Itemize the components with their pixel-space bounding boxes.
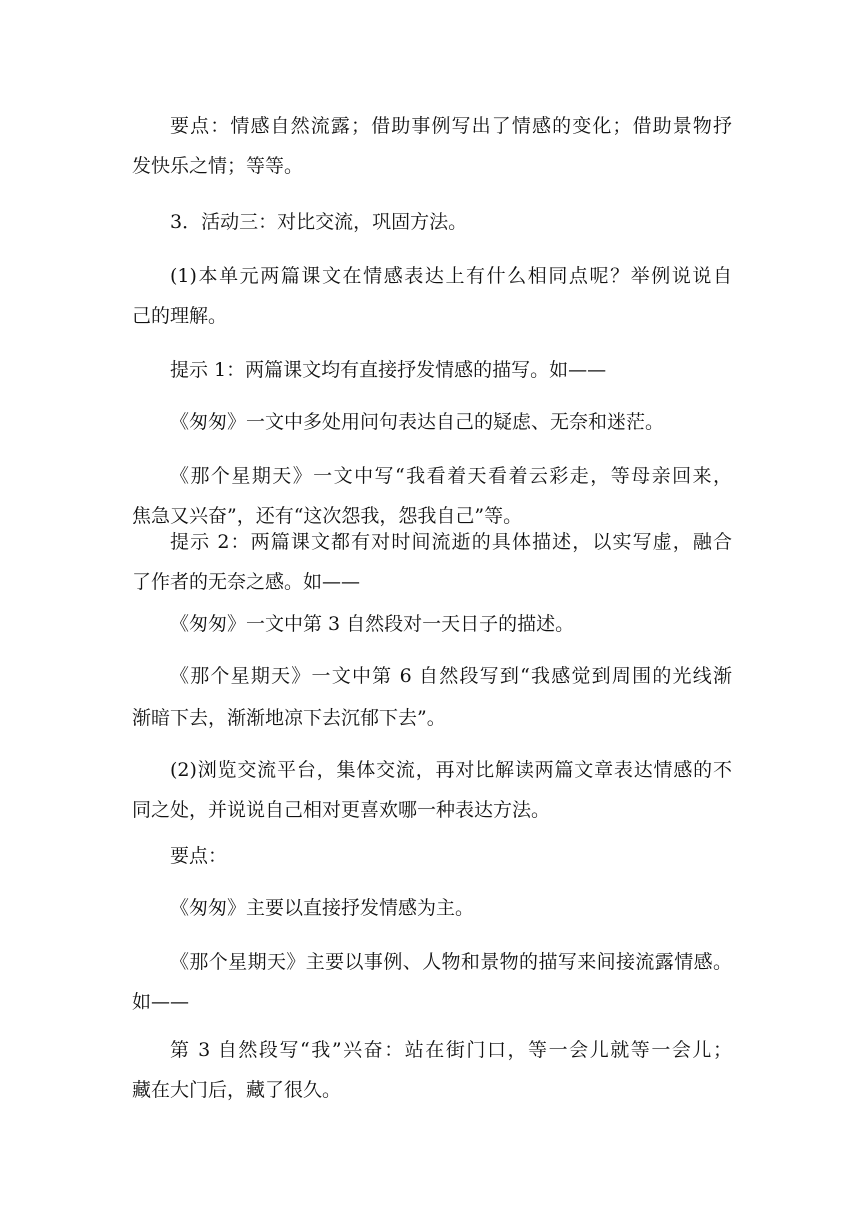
paragraph-line [170, 888, 474, 928]
text-line: (1)本单元两篇课文在情感表达上有什么相同点呢？举例说说自 [170, 265, 732, 287]
text-line: 如—— [132, 991, 190, 1013]
paragraph-line [132, 296, 227, 336]
paragraph-line [170, 202, 467, 242]
text-line: 藏在大门后，藏了很久。 [132, 1079, 342, 1101]
text-line: 《匆匆》主要以直接抒发情感为主。 [170, 897, 475, 919]
text-line: 焦急又兴奋”，还有“这次怨我，怨我自己”等。 [132, 505, 523, 527]
text-line: 《匆匆》一文中第 3 自然段对一天日子的描述。 [170, 613, 575, 635]
paragraph-line [132, 698, 446, 738]
paragraph-line [132, 562, 360, 602]
paragraph-line [170, 656, 732, 696]
paragraph-line [170, 106, 732, 146]
paragraph-line [170, 942, 732, 982]
text-line: 《那个星期天》主要以事例、人物和景物的描写来间接流露情感。 [170, 951, 732, 973]
text-line: 了作者的无奈之感。如—— [132, 571, 361, 593]
paragraph-line [132, 982, 189, 1022]
text-line: 同之处，并说说自己相对更喜欢哪一种表达方法。 [132, 799, 551, 821]
text-line: 要点： [170, 845, 228, 867]
paragraph-line [170, 402, 664, 442]
text-line: 《那个星期天》一文中第 6 自然段写到“我感觉到周围的光线渐 [170, 665, 732, 687]
text-line: 第 3 自然段写“我”兴奋：站在街门口，等一会儿就等一会儿； [170, 1039, 732, 1061]
text-line: 渐暗下去，渐渐地凉下去沉郁下去”。 [132, 707, 446, 729]
text-line: 《匆匆》一文中多处用问句表达自己的疑虑、无奈和迷茫。 [170, 411, 665, 433]
text-line: 要点：情感自然流露；借助事例写出了情感的变化；借助景物抒 [170, 115, 732, 137]
paragraph-line [170, 522, 732, 562]
text-line: 《那个星期天》一文中写“我看着天看着云彩走，等母亲回来， [170, 465, 732, 487]
text-line: (2)浏览交流平台，集体交流，再对比解读两篇文章表达情感的不 [170, 759, 732, 781]
paragraph-line [132, 146, 303, 186]
paragraph-line [132, 790, 550, 830]
paragraph-line [170, 836, 227, 876]
paragraph-line [170, 350, 606, 390]
text-line: 发快乐之情；等等。 [132, 155, 304, 177]
paragraph-line [170, 604, 574, 644]
paragraph-line [132, 1070, 341, 1110]
paragraph-line [170, 456, 732, 496]
text-line: 提示 2：两篇课文都有对时间流逝的具体描述，以实写虚，融合 [170, 531, 732, 553]
paragraph-line [170, 750, 732, 790]
text-line: 3．活动三：对比交流，巩固方法。 [170, 211, 468, 233]
text-line: 己的理解。 [132, 305, 228, 327]
paragraph-line [170, 256, 732, 296]
paragraph-line [170, 1030, 732, 1070]
text-line: 提示 1：两篇课文均有直接抒发情感的描写。如—— [170, 359, 607, 381]
